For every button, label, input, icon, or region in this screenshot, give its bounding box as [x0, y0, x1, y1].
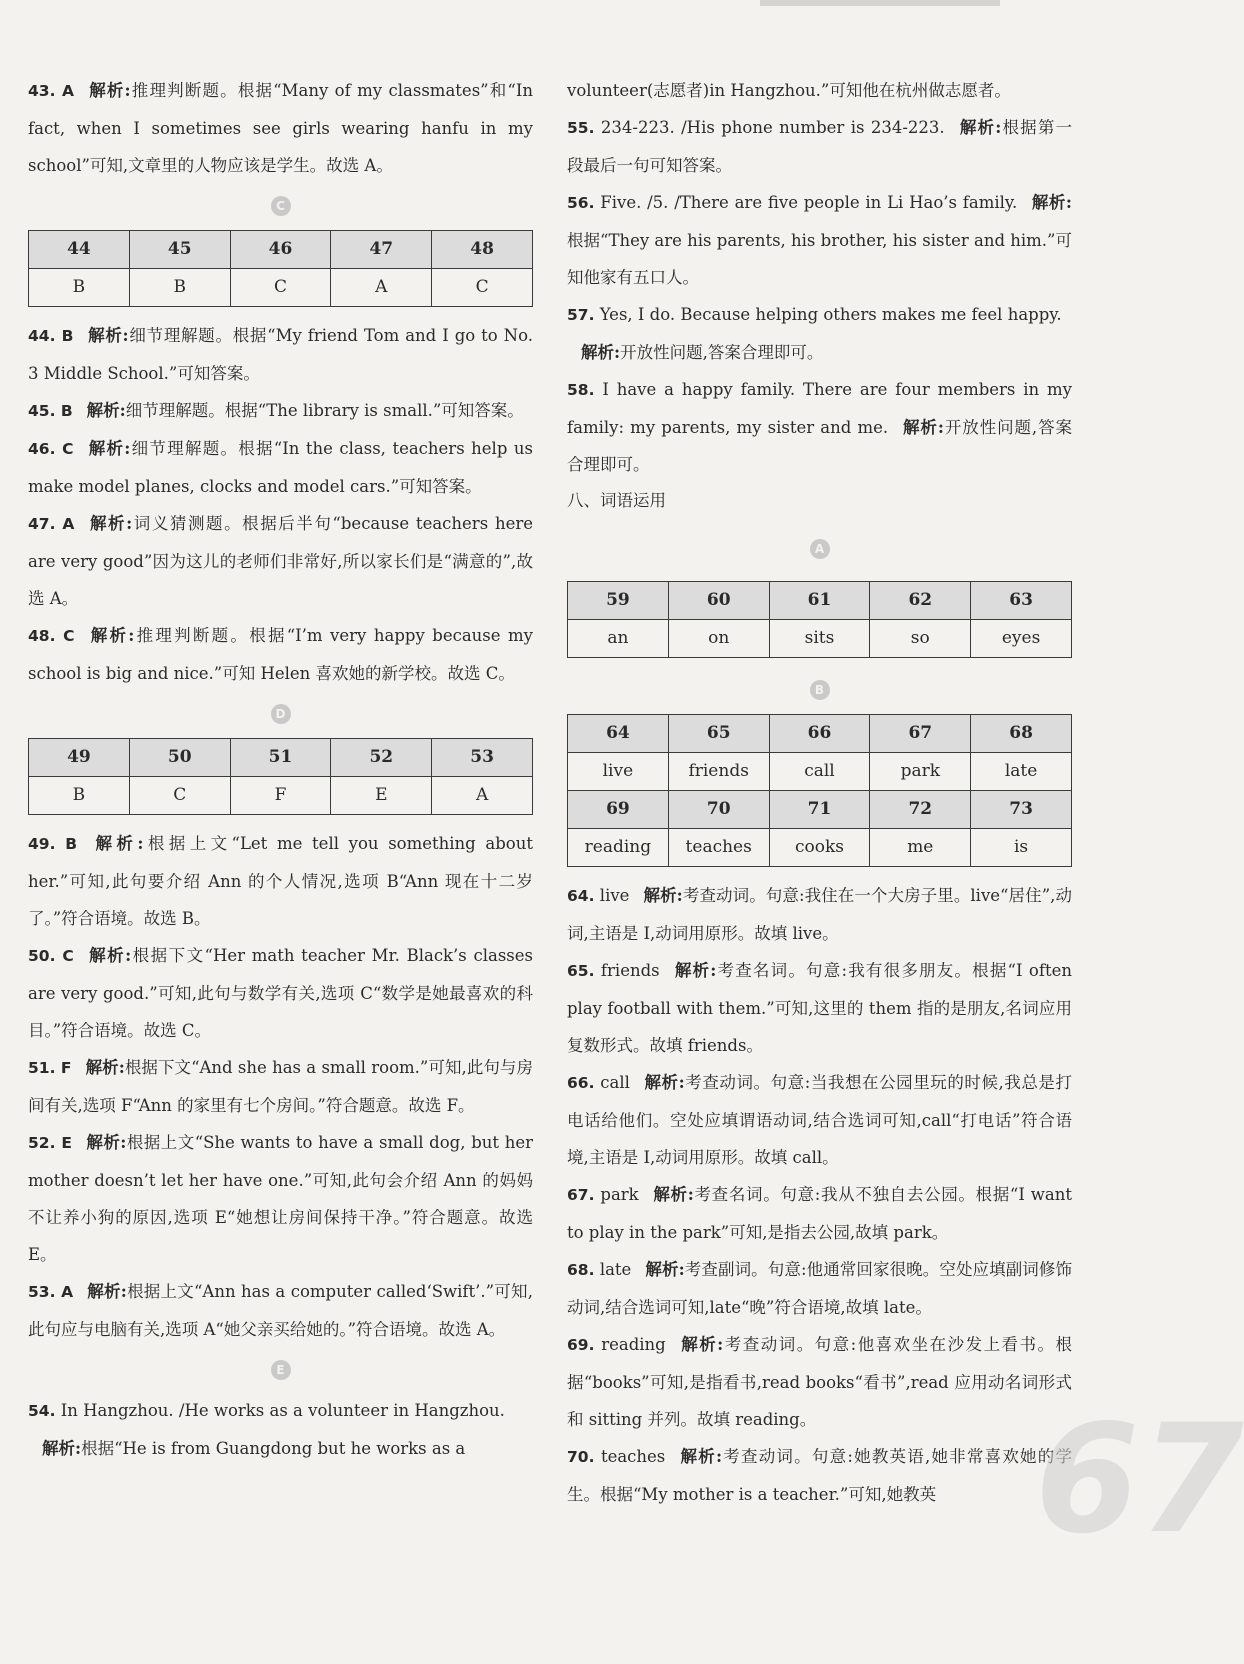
- table-header-row: [568, 715, 1072, 753]
- table-cell: so: [870, 620, 971, 658]
- analysis-label: 解析:: [87, 1282, 127, 1301]
- answer-text: reading: [601, 1335, 666, 1354]
- question-number: 46. C: [28, 440, 74, 458]
- analysis-text: 推理判断题。根据“I’m very happy because my school is big and nice.”可知 Helen 喜欢她的新学校。故选 C。: [28, 626, 534, 683]
- table-header-row: [568, 791, 1072, 829]
- analysis-label: 解析:: [643, 886, 683, 905]
- answer-47: [28, 505, 533, 617]
- table-cell: 67: [870, 715, 971, 753]
- analysis-label: 解析:: [958, 118, 1002, 137]
- answer-48: [28, 617, 533, 692]
- answer-text: friends: [600, 961, 660, 980]
- question-number: 58.: [567, 381, 595, 399]
- section-marker-d: [28, 692, 533, 736]
- analysis-label: 解析:: [673, 961, 717, 980]
- answer-text: Yes, I do. Because helping others makes me feel happy.: [599, 305, 1062, 324]
- table-cell: 46: [230, 231, 331, 269]
- table-cell: 49: [29, 739, 130, 777]
- section-heading: 八、词语运用: [567, 491, 666, 510]
- table-cell: 51: [230, 739, 331, 777]
- table-cell: 44: [29, 231, 130, 269]
- question-number: 57.: [567, 306, 595, 324]
- answer-table-c: [28, 230, 533, 307]
- answer-text: late: [599, 1260, 632, 1279]
- table-cell: late: [971, 753, 1072, 791]
- table-cell: A: [331, 269, 432, 307]
- answer-64: [567, 877, 1072, 952]
- question-number: 65.: [567, 962, 595, 980]
- answer-text: 234-223. /His phone number is 234-223.: [600, 118, 945, 137]
- section-marker-b: [567, 668, 1072, 712]
- answer-43: [28, 72, 533, 184]
- table-cell: C: [432, 269, 533, 307]
- table-cell: an: [568, 620, 669, 658]
- table-cell: 71: [769, 791, 870, 829]
- table-cell: 69: [568, 791, 669, 829]
- analysis-text: 考查名词。句意:我有很多朋友。根据“I often play football with them.”可知,这里的 them 指的是朋友,名词应用复数形式。故填 friends。: [567, 961, 1072, 1055]
- section-marker-a: [567, 519, 1072, 579]
- table-cell: 53: [432, 739, 533, 777]
- analysis-label: 解析:: [87, 439, 131, 458]
- question-number: 66.: [567, 1074, 595, 1092]
- analysis-text: 考查名词。句意:我从不独自去公园。根据“I want to play in the park”可知,是指去公园,故填 park。: [567, 1185, 1072, 1242]
- section-e-badge: E: [271, 1360, 291, 1380]
- table-cell: B: [29, 269, 130, 307]
- answer-text: live: [599, 886, 630, 905]
- table-cell: 73: [971, 791, 1072, 829]
- answer-54-continued: [567, 72, 1072, 109]
- answer-55: [567, 109, 1072, 184]
- answer-text: I have a happy family. There are four members in my family: my parents, my sister and me.: [567, 380, 1072, 437]
- analysis-label: 解析:: [87, 946, 132, 965]
- analysis-label: 解析:: [88, 514, 133, 533]
- table-cell: live: [568, 753, 669, 791]
- analysis-text: 细节理解题。根据“In the class, teachers help us make model planes, clocks and model cars.”可知答案。: [28, 439, 534, 496]
- table-cell: 61: [769, 582, 870, 620]
- table-cell: F: [230, 777, 331, 815]
- question-number: 69.: [567, 1336, 595, 1354]
- question-number: 64.: [567, 887, 595, 905]
- analysis-text: 根据下文“Her math teacher Mr. Black’s classes are very good.”可知,此句与数学有关,选项 C“数学是她最喜欢的科目。”符合语境。故选 C。: [28, 946, 534, 1040]
- table-cell: park: [870, 753, 971, 791]
- table-cell: C: [230, 269, 331, 307]
- answer-text: In Hangzhou. /He works as a volunteer in Hangzhou.: [60, 1401, 505, 1420]
- table-cell: on: [668, 620, 769, 658]
- table-cell: sits: [769, 620, 870, 658]
- table-cell: 50: [129, 739, 230, 777]
- analysis-label: 解析:: [679, 1335, 724, 1354]
- table-cell: reading: [568, 829, 669, 867]
- table-cell: 47: [331, 231, 432, 269]
- question-number: 43. A: [28, 82, 75, 100]
- answer-66: [567, 1064, 1072, 1176]
- answer-table-d: [28, 738, 533, 815]
- table-cell: 62: [870, 582, 971, 620]
- answer-text: teaches: [600, 1447, 666, 1466]
- table-row: [568, 620, 1072, 658]
- answer-text: Five. /5. /There are five people in Li Hao’s family.: [600, 193, 1018, 212]
- question-number: 51. F: [28, 1059, 72, 1077]
- table-header-row: [29, 739, 533, 777]
- analysis-text: 考查动词。句意:他喜欢坐在沙发上看书。根据“books”可知,是指看书,read books“看书”,read 应用动名词形式和 sitting 并列。故填 reading。: [567, 1335, 1073, 1429]
- table-cell: C: [129, 777, 230, 815]
- table-header-row: [29, 231, 533, 269]
- analysis-text: 根据下文“And she has a small room.”可知,此句与房间有关,选项 F“Ann 的家里有七个房间。”符合题意。故选 F。: [28, 1058, 533, 1115]
- answer-49: [28, 825, 533, 937]
- answer-67: [567, 1176, 1072, 1251]
- answer-45: [28, 392, 533, 430]
- table-cell: 52: [331, 739, 432, 777]
- analysis-text: 推理判断题。根据“Many of my classmates”和“In fact, when I sometimes see girls wearing hanfu in my school”可知,文章里的人物应该是学生。故选 A。: [28, 81, 534, 175]
- question-number: 54.: [28, 1402, 56, 1420]
- analysis-text: 考查动词。句意:她教英语,她非常喜欢她的学生。根据“My mother is a teacher.”可知,她教英: [567, 1447, 1072, 1504]
- analysis-text: 开放性问题,答案合理即可。: [620, 343, 824, 362]
- analysis-label: 解析:: [679, 1447, 723, 1466]
- analysis-text: 词义猜测题。根据后半句“because teachers here are very good”因为这儿的老师们非常好,所以家长们是“满意的”,故选 A。: [28, 514, 534, 608]
- table-cell: 68: [971, 715, 1072, 753]
- top-edge-mark: [760, 0, 1000, 6]
- analysis-label: 解析:: [86, 401, 126, 420]
- right-column: [567, 72, 1072, 1513]
- table-cell: call: [769, 753, 870, 791]
- analysis-text: volunteer(志愿者)in Hangzhou.”可知他在杭州做志愿者。: [567, 81, 1011, 100]
- table-cell: is: [971, 829, 1072, 867]
- question-number: 50. C: [28, 947, 74, 965]
- question-number: 47. A: [28, 515, 75, 533]
- table-cell: E: [331, 777, 432, 815]
- analysis-label: 解析:: [88, 626, 135, 645]
- table-cell: 66: [769, 715, 870, 753]
- analysis-text: 考查副词。句意:他通常回家很晚。空处应填副词修饰动词,结合选词可知,late“晚”符合语境,故填 late。: [567, 1260, 1072, 1317]
- analysis-label: 解析:: [88, 81, 131, 100]
- answer-54: [28, 1392, 533, 1467]
- table-header-row: [568, 582, 1072, 620]
- table-cell: teaches: [668, 829, 769, 867]
- section-marker-c: [28, 184, 533, 228]
- table-cell: 70: [668, 791, 769, 829]
- answer-65: [567, 952, 1072, 1064]
- analysis-text: 细节理解题。根据“My friend Tom and I go to No. 3 Middle School.”可知答案。: [28, 326, 534, 383]
- question-number: 56.: [567, 194, 595, 212]
- analysis-text: 考查动词。句意:当我想在公园里玩的时候,我总是打电话给他们。空处应填谓语动词,结合选词可知,call“打电话”符合语境,主语是 I,动词用原形。故填 call。: [567, 1073, 1072, 1167]
- question-number: 45. B: [28, 402, 73, 420]
- analysis-text: 细节理解题。根据“The library is small.”可知答案。: [125, 401, 524, 420]
- question-number: 53. A: [28, 1283, 74, 1301]
- answer-69: [567, 1326, 1072, 1438]
- analysis-label: 解析:: [1031, 193, 1072, 212]
- analysis-label: 解析:: [652, 1185, 694, 1204]
- page-number: 67: [1035, 1393, 1244, 1567]
- table-row: [568, 753, 1072, 791]
- answer-68: [567, 1251, 1072, 1326]
- table-cell: 72: [870, 791, 971, 829]
- table-cell: 60: [668, 582, 769, 620]
- table-cell: A: [432, 777, 533, 815]
- section-marker-e: [28, 1348, 533, 1392]
- question-number: 52. E: [28, 1134, 72, 1152]
- answer-text: park: [600, 1185, 639, 1204]
- table-row: [29, 269, 533, 307]
- analysis-text: 考查动词。句意:我住在一个大房子里。live“居住”,动词,主语是 I,动词用原形。故填 live。: [567, 886, 1072, 943]
- question-number: 68.: [567, 1261, 595, 1279]
- table-cell: eyes: [971, 620, 1072, 658]
- answer-57: [567, 296, 1072, 371]
- section-a-badge: A: [810, 539, 830, 559]
- analysis-label: 解析:: [87, 326, 129, 345]
- answer-53: [28, 1273, 533, 1348]
- analysis-label: 解析:: [643, 1073, 685, 1092]
- table-cell: friends: [668, 753, 769, 791]
- analysis-label: 解析:: [42, 1439, 82, 1458]
- question-number: 67.: [567, 1186, 595, 1204]
- analysis-text: 开放性问题,答案合理即可。: [567, 418, 1072, 474]
- question-number: 70.: [567, 1448, 595, 1466]
- answer-70: [567, 1438, 1072, 1513]
- table-cell: 64: [568, 715, 669, 753]
- answer-44: [28, 317, 533, 392]
- section-c-badge: C: [271, 196, 291, 216]
- table-cell: 48: [432, 231, 533, 269]
- left-column: [28, 72, 533, 1467]
- analysis-text: 根据“They are his parents, his brother, his sister and him.”可知他家有五口人。: [567, 231, 1072, 287]
- answer-52: [28, 1124, 533, 1273]
- answer-table-b: [567, 714, 1072, 867]
- table-cell: B: [29, 777, 130, 815]
- table-cell: 65: [668, 715, 769, 753]
- table-cell: B: [129, 269, 230, 307]
- analysis-label: 解析:: [581, 343, 621, 362]
- analysis-label: 解析:: [91, 834, 144, 853]
- answer-58: [567, 371, 1072, 483]
- answer-46: [28, 430, 533, 505]
- analysis-text: 根据上文“Ann has a computer called‘Swift’.”可知,此句应与电脑有关,选项 A“她父亲买给她的。”符合语境。故选 A。: [28, 1282, 533, 1339]
- table-cell: cooks: [769, 829, 870, 867]
- answer-56: [567, 184, 1072, 296]
- answer-text: call: [600, 1073, 630, 1092]
- answer-50: [28, 937, 533, 1049]
- question-number: 48. C: [28, 627, 75, 645]
- analysis-text: 根据上文“She wants to have a small dog, but her mother doesn’t let her have one.”可知,此句会介绍 Ann 的妈妈不让养小狗的原因,选项 E“她想让房间保持干净。”符合题意。故选 E。: [28, 1133, 533, 1264]
- analysis-text: 根据上文“Let me tell you something about her.”可知,此句要介绍 Ann 的个人情况,选项 B“Ann 现在十二岁了。”符合语境。故选 B。: [28, 834, 533, 928]
- analysis-label: 解析:: [645, 1260, 685, 1279]
- analysis-label: 解析:: [85, 1058, 125, 1077]
- analysis-text: 根据第一段最后一句可知答案。: [567, 118, 1072, 175]
- question-number: 44. B: [28, 327, 74, 345]
- section-d-badge: D: [271, 704, 291, 724]
- table-cell: 59: [568, 582, 669, 620]
- table-row: [29, 777, 533, 815]
- answer-51: [28, 1049, 533, 1124]
- question-number: 55.: [567, 119, 595, 137]
- table-cell: 63: [971, 582, 1072, 620]
- table-cell: me: [870, 829, 971, 867]
- table-cell: 45: [129, 231, 230, 269]
- table-row: [568, 829, 1072, 867]
- analysis-label: 解析:: [85, 1133, 127, 1152]
- question-number: 49. B: [28, 835, 78, 853]
- analysis-label: 解析:: [902, 418, 944, 437]
- answer-table-a: [567, 581, 1072, 658]
- section-b-badge: B: [810, 680, 830, 700]
- analysis-text: 根据“He is from Guangdong but he works as a: [81, 1439, 466, 1458]
